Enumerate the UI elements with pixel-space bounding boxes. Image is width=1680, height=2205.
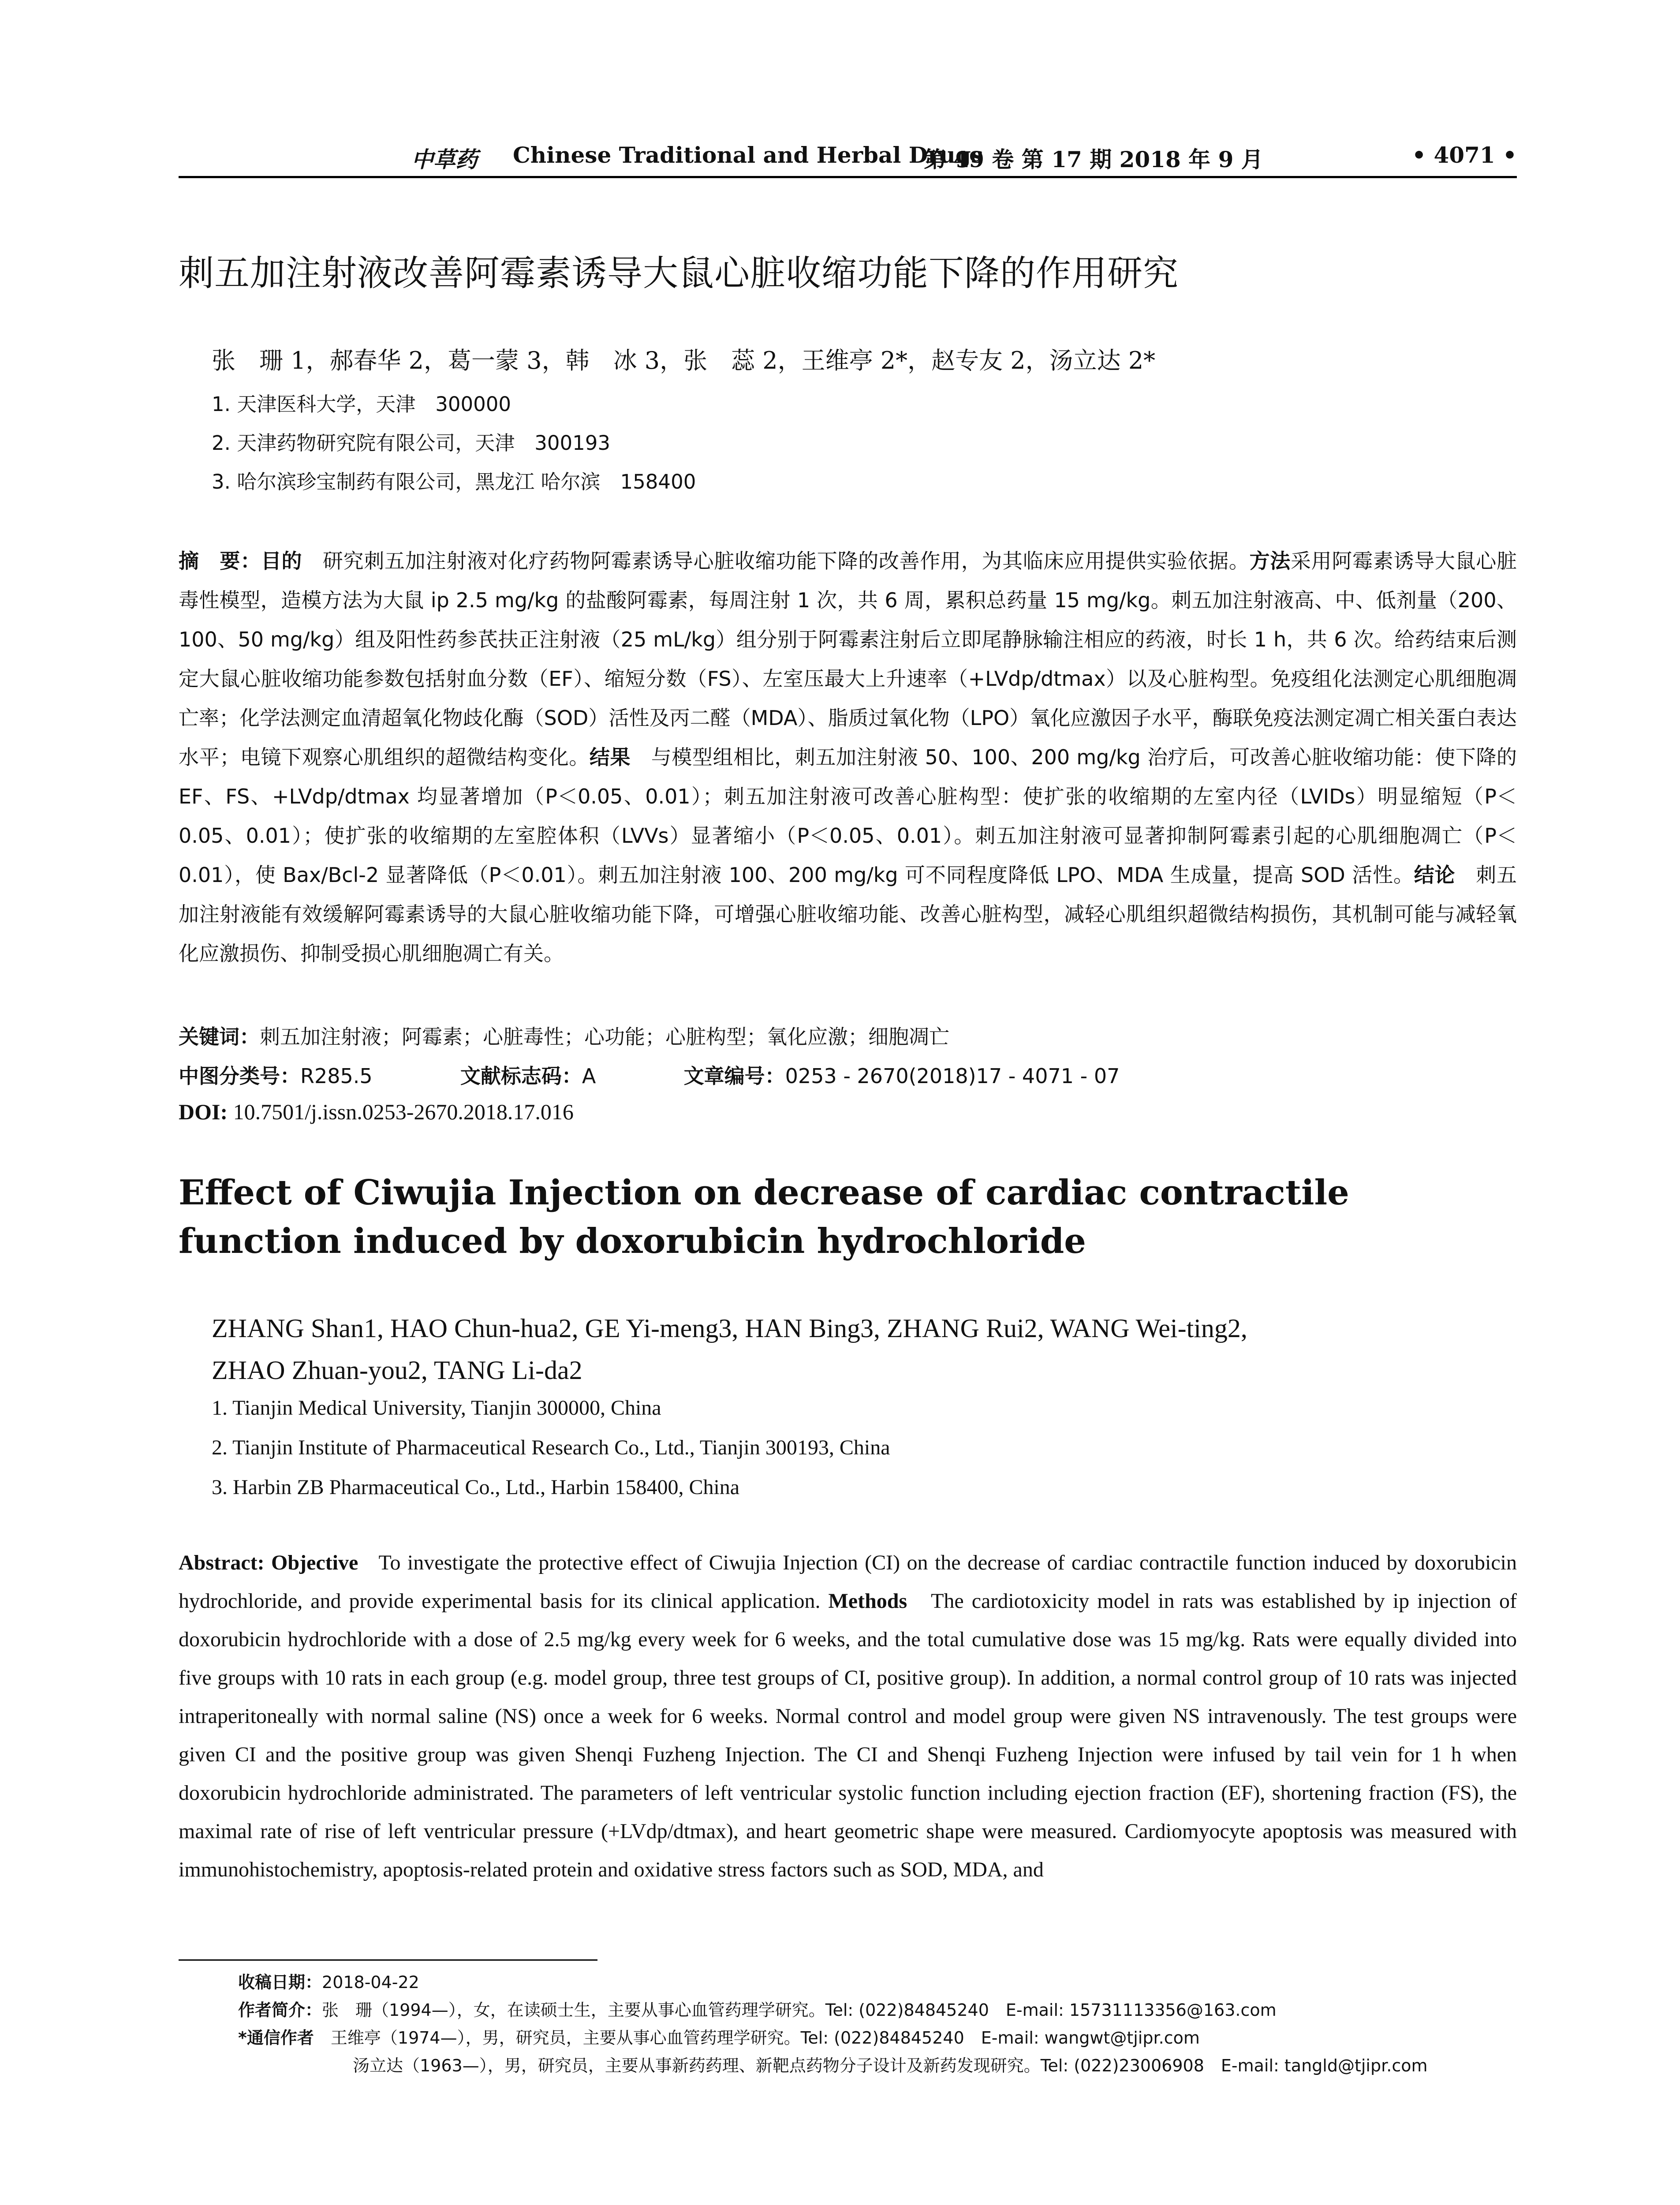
received-value: 2018-04-22	[322, 1973, 419, 1992]
journal-logo: 中草药	[411, 146, 478, 172]
clc-value: R285.5	[300, 1064, 373, 1088]
en-authors-line-1: ZHANG Shan1, HAO Chun-hua2, GE Yi-meng3, HAN Bing3, ZHANG Rui2, WANG Wei-ting2,	[212, 1314, 1247, 1343]
cn-title: 刺五加注射液改善阿霉素诱导大鼠心脏收缩功能下降的作用研究	[179, 253, 1179, 294]
en-methods: The cardiotoxicity model in rats was established by ip injection of doxorubicin hydrochloride with a dose of 2.5 mg/kg every week for 6 weeks, and the total cumulative dose was 15 mg/kg. Rats were equally divided into five groups with 10 rats in each group (e.g. model group, three test groups of CI, positive group). In addition, a normal control group of 10 rats was injected intraperitoneally with normal saline (NS) once a week for 6 weeks. Normal control and model group were given NS intravenously. The test groups were given CI and the positive group was given Shenqi Fuzheng Injection. The CI and Shenqi Fuzheng Injection were infused by tail vein for 1 h when doxorubicin hydrochloride administrated. The parameters of left ventricular systolic function including ejection fraction (EF), shortening fraction (FS), the maximal rate of rise of left ventricular pressure (+LVdp/dtmax), and heart geometric shape were measured. Cardiomyocyte apoptosis was measured with immunohistochemistry, apoptosis-related protein and oxidative stress factors such as SOD, MDA, and	[179, 1589, 1517, 1881]
doi-label: DOI:	[179, 1099, 228, 1124]
cn-abstract	[179, 542, 1517, 973]
en-title: Effect of Ciwujia Injection on decrease of cardiac contractile function induced by doxorubicin hydrochloride	[179, 1173, 1349, 1261]
en-affiliation-2: 2. Tianjin Institute of Pharmaceutical Research Co., Ltd., Tianjin 300193, China	[212, 1436, 890, 1459]
en-abstract	[179, 1544, 1517, 1889]
doccode-value: A	[582, 1064, 596, 1088]
cn-results-label: 结果	[589, 745, 631, 769]
articleno-label: 文章编号：	[683, 1064, 785, 1088]
footnote-corresponding-2: 汤立达（1963—），男，研究员，主要从事新药药理、新靶点药物分子设计及新药发现研究。Tel: (022)23006908 E-mail: tangld@tjipr.com	[353, 2056, 1428, 2075]
cn-methods-label: 方法	[1249, 549, 1291, 573]
cn-objective: 研究刺五加注射液对化疗药物阿霉素诱导心脏收缩功能下降的改善作用，为其临床应用提供实验依据。	[322, 549, 1250, 573]
cn-objective-label: 目的	[261, 549, 302, 573]
journal-name: Chinese Traditional and Herbal Drugs	[513, 142, 983, 168]
running-header	[179, 140, 1517, 176]
en-methods-label: Methods	[828, 1589, 907, 1613]
cn-affiliation-3: 3. 哈尔滨珍宝制药有限公司，黑龙江 哈尔滨 158400	[212, 470, 696, 493]
journal-issue: 第 49 卷 第 17 期 2018 年 9 月	[924, 146, 1263, 172]
cn-abstract-label: 摘 要：	[179, 549, 261, 573]
en-abstract-label: Abstract: Objective	[179, 1551, 358, 1574]
author-label: 作者简介：	[238, 2000, 322, 2020]
articleno-value: 0253 - 2670(2018)17 - 4071 - 07	[785, 1064, 1120, 1088]
cn-results: 与模型组相比，刺五加注射液 50、100、200 mg/kg 治疗后，可改善心脏收缩功能：使下降的 EF、FS、+LVdp/dtmax 均显著增加（P＜0.05、0.01）；刺五加注射液可改善心脏构型：使扩张的收缩期的左室内径（LVIDs）明显缩短（P＜0.05、0.01）；使扩张的收缩期的左室腔体积（LVVs）显著缩小（P＜0.05、0.01）。刺五加注射液可显著抑制阿霉素引起的心肌细胞凋亡（P＜0.01），使 Bax/Bcl-2 显著降低（P＜0.01）。刺五加注射液 100、200 mg/kg 可不同程度降低 LPO、MDA 生成量，提高 SOD 活性。	[179, 745, 1517, 887]
corr-label: *通信作者	[238, 2028, 314, 2048]
cn-conclusion-label: 结论	[1414, 863, 1456, 887]
en-affiliation-1: 1. Tianjin Medical University, Tianjin 300000, China	[212, 1396, 661, 1420]
doccode-label: 文献标志码：	[460, 1064, 582, 1088]
page-number: • 4071 •	[1412, 142, 1517, 168]
header-rule	[179, 176, 1517, 178]
clc-label: 中图分类号：	[179, 1064, 300, 1088]
cn-keywords-text: 刺五加注射液；阿霉素；心脏毒性；心功能；心脏构型；氧化应激；细胞凋亡	[260, 1025, 949, 1049]
cn-affiliation-2: 2. 天津药物研究院有限公司，天津 300193	[212, 431, 611, 455]
footnote-author	[238, 1997, 1277, 2023]
cn-conclusion: 刺五加注射液能有效缓解阿霉素诱导的大鼠心脏收缩功能下降，可增强心脏收缩功能、改善心脏构型，减轻心肌组织超微结构损伤，其机制可能与减轻氧化应激损伤、抑制受损心肌细胞凋亡有关。	[179, 863, 1517, 965]
footnote-rule	[179, 1959, 597, 1961]
footnote-corresponding	[238, 2025, 1200, 2051]
footnote-received	[238, 1969, 419, 1996]
cn-keywords-label: 关键词：	[179, 1025, 260, 1049]
doi-value: 10.7501/j.issn.0253-2670.2018.17.016	[233, 1099, 574, 1124]
cn-authors: 张 珊 1，郝春华 2，葛一蒙 3，韩 冰 3，张 蕊 2，王维亭 2*，赵专友 2，汤立达 2*	[212, 347, 1156, 374]
author-value: 张 珊（1994—），女，在读硕士生，主要从事心血管药理学研究。Tel: (022)84845240 E-mail: 15731113356@163.com	[322, 2000, 1277, 2020]
cn-keywords	[179, 1021, 949, 1050]
corr-value-1: 王维亭（1974—），男，研究员，主要从事心血管药理学研究。Tel: (022)84845240 E-mail: wangwt@tjipr.com	[330, 2028, 1200, 2048]
en-authors-line-2: ZHAO Zhuan-you2, TANG Li-da2	[212, 1356, 582, 1385]
en-objective: To investigate the protective effect of Ciwujia Injection (CI) on the decrease of cardiac contractile function induced by doxorubicin hydrochloride, and provide experimental basis for its clinical application.	[179, 1551, 1517, 1613]
doi	[179, 1099, 574, 1125]
cn-methods: 采用阿霉素诱导大鼠心脏毒性模型，造模方法为大鼠 ip 2.5 mg/kg 的盐酸阿霉素，每周注射 1 次，共 6 周，累积总药量 15 mg/kg。刺五加注射液高、中、低剂量（200、100、50 mg/kg）组及阳性药参芪扶正注射液（25 mL/kg）组分别于阿霉素注射后立即尾静脉输注相应的药液，时长 1 h，共 6 次。给药结束后测定大鼠心脏收缩功能参数包括射血分数（EF）、缩短分数（FS）、左室压最大上升速率（+LVdp/dtmax）以及心脏构型。免疫组化法测定心肌细胞凋亡率；化学法测定血清超氧化物歧化酶（SOD）活性及丙二醛（MDA）、脂质过氧化物（LPO）氧化应激因子水平，酶联免疫法测定凋亡相关蛋白表达水平；电镜下观察心肌组织的超微结构变化。	[179, 549, 1517, 769]
received-label: 收稿日期：	[238, 1973, 322, 1992]
en-affiliation-3: 3. Harbin ZB Pharmaceutical Co., Ltd., Harbin 158400, China	[212, 1476, 740, 1499]
en-authors	[212, 1308, 1490, 1391]
cn-affiliation-1: 1. 天津医科大学，天津 300000	[212, 392, 511, 416]
cn-classification	[179, 1060, 1517, 1089]
